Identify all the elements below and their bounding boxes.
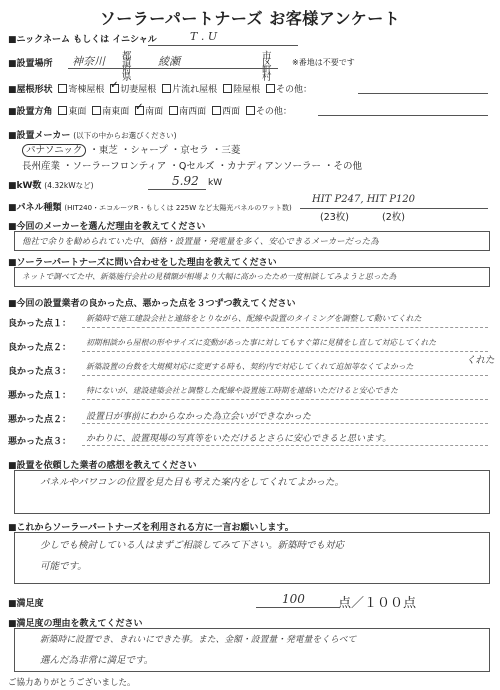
direction-row: [8, 104, 292, 117]
dir-opt-4-label: 西面: [221, 107, 240, 117]
good-line-1: [82, 327, 488, 328]
roof-opt-2-label: 片流れ屋根: [172, 85, 218, 95]
satisfaction-reason-heading: ■満足度の理由を教えてください: [8, 619, 143, 629]
roof-row: [8, 82, 312, 95]
roof-opt-3-checkbox[interactable]: [223, 84, 232, 93]
good-label-3: 良かった点３：: [8, 367, 72, 377]
bad-label-2: 悪かった点２：: [8, 415, 72, 425]
satisfaction-heading: ■満足度: [8, 599, 44, 609]
direction-label: ■設置方角: [8, 107, 53, 117]
maker-option-canadian[interactable]: ・カナディアンソーラー: [217, 161, 321, 172]
good-answer-3: 新築設置の台数を大規模対応に変更する時も、契約内で対応してくれて追加等なくてよかった: [86, 362, 414, 371]
kw-unit: kW: [208, 178, 223, 188]
location-pref-value: 神奈川: [72, 55, 105, 68]
roof-opt-0-label: 寄棟屋根: [68, 85, 105, 95]
good-answer-3-tail: くれた: [466, 355, 495, 366]
roof-opt-0-checkbox[interactable]: [58, 84, 67, 93]
page-title: ソーラーパートナーズ お客様アンケート: [99, 9, 401, 28]
roof-opt-4-label: その他：: [275, 85, 312, 95]
maker-reason-heading: ■今回のメーカーを選んだ理由を教えてください: [8, 222, 206, 232]
direction-other-line: [318, 115, 488, 116]
nickname-label: ■ニックネーム もしくは イニシャル: [8, 35, 157, 45]
kw-row: [8, 178, 94, 191]
maker-option-solar-frontier[interactable]: ・ソーラーフロンティア: [63, 161, 167, 172]
dir-opt-0-label: 東面: [68, 107, 87, 117]
satisfaction-score: 100: [282, 592, 305, 606]
maker-option-choshu[interactable]: 長州産業: [22, 161, 61, 172]
bad-label-1: 悪かった点１：: [8, 391, 72, 401]
nickname-underline: [148, 45, 298, 46]
kw-label: ■kW数: [8, 181, 42, 191]
dir-opt-0-checkbox[interactable]: [58, 106, 67, 115]
message-line-2: 可能です。: [40, 561, 87, 572]
maker-option-mitsubishi[interactable]: ・三菱: [211, 145, 241, 156]
message-heading: ■これからソーラーパートナーズを利用される方に一言お願いします。: [8, 523, 294, 533]
dir-opt-3-label: 南西面: [179, 107, 207, 117]
maker-option-panasonic[interactable]: パナソニック: [22, 144, 86, 157]
dir-opt-5-label: その他：: [255, 107, 292, 117]
maker-option-toshiba[interactable]: ・東芝: [89, 145, 118, 156]
location-city-value: 綾瀬: [158, 55, 180, 68]
roof-other-line: [358, 93, 488, 94]
roof-opt-1-label: 切妻屋根: [120, 85, 157, 95]
location-pref-unit: 都道府県: [122, 51, 132, 83]
good-label-2: 良かった点２：: [8, 343, 72, 353]
dir-opt-1-label: 南東面: [102, 107, 130, 117]
dir-opt-5-checkbox[interactable]: [246, 106, 255, 115]
good-answer-2: 初期相談から屋根の形やサイズに変動があった事に対してもすぐ第に見積をし直して対応してくれた: [86, 338, 437, 347]
satisfaction-suffix: 点／１００点: [338, 596, 417, 611]
impression-answer: パネルやパワコンの位置を見た目も考えた案内をしてくれてよかった。: [40, 477, 345, 488]
satisfaction-reason-line-1: 新築時に設置でき、きれいにできた事。また、金額・設置量・発電量をくらべて: [40, 635, 357, 645]
maker-reason-answer: 他社で余りを勧められていた中、価格・設置量・発電量を多く、安心できるメーカーだった為: [22, 237, 379, 247]
maker-option-qcells[interactable]: ・Qセルズ: [169, 161, 215, 172]
good-bad-heading: ■今回の設置業者の良かった点、悪かった点を３つずつ教えてください: [8, 299, 296, 309]
location-row: [8, 56, 53, 69]
kw-hint: (4.32kWなど): [44, 181, 94, 190]
message-line-1: 少しでも検討している人はまずご相談してみて下さい。新築時でも対応: [40, 540, 345, 551]
roof-opt-2-checkbox[interactable]: [162, 84, 171, 93]
maker-line-2: [22, 158, 362, 172]
good-line-3: [82, 375, 488, 376]
dir-opt-3-checkbox[interactable]: [169, 106, 178, 115]
dir-opt-2-label: 南面: [145, 107, 164, 117]
panel-sub-2: (2枚): [382, 212, 405, 223]
panel-value: HIT P247, HIT P120: [312, 194, 416, 205]
dir-opt-1-checkbox[interactable]: [92, 106, 101, 115]
good-label-1: 良かった点１：: [8, 319, 72, 329]
panel-hint: (HIT240・エコルーツR・もしくは 225W など太陽光パネルのワット数): [64, 204, 292, 212]
nickname-row: [8, 32, 157, 45]
bad-line-3: [82, 445, 488, 446]
maker-hint: (以下の中からお選びください): [73, 131, 177, 140]
bad-answer-3: かわりに、設置現場の写真等をいただけるとさらに安心できると思います。: [86, 434, 392, 444]
location-note: ※番地は不要です: [292, 58, 355, 67]
maker-option-kyocera[interactable]: ・京セラ: [170, 145, 209, 156]
location-underline: [68, 68, 278, 69]
roof-opt-3-label: 陸屋根: [233, 85, 261, 95]
contact-reason-answer: ネットで調べてた中、新築施行会社の見積額が相場より大幅に高かったため一度相談してみようと思った為: [22, 272, 397, 281]
bad-label-3: 悪かった点３：: [8, 437, 72, 447]
roof-opt-4-checkbox[interactable]: [266, 84, 275, 93]
maker-line-1: [22, 142, 240, 156]
bad-answer-1: 特にないが、建設建築会社と調整した配線や設置施工時期を連絡いただけると安心できた: [86, 386, 398, 395]
panel-sub-1: (23枚): [320, 212, 350, 223]
panel-row: [8, 200, 292, 213]
location-label: ■設置場所: [8, 59, 53, 69]
kw-underline: [148, 189, 206, 190]
satisfaction-underline: [256, 607, 340, 608]
maker-option-sharp[interactable]: ・シャープ: [120, 145, 168, 156]
dir-opt-2-checkbox[interactable]: [135, 106, 144, 115]
good-line-2: [82, 351, 488, 352]
good-answer-1: 新築時で施工建設会社と連絡をとりながら、配線や設置のタイミングを調整して動いてくれた: [86, 314, 422, 323]
satisfaction-reason-line-2: 選んだ為非常に満足です。: [40, 655, 154, 666]
nickname-value: T . U: [190, 30, 218, 43]
roof-opt-1-checkbox[interactable]: [110, 84, 119, 93]
impression-heading: ■設置を依頼した業者の感想を教えてください: [8, 461, 197, 471]
maker-row: [8, 128, 177, 141]
bad-answer-2: 設置日が事前にわからなかった為立会いができなかった: [86, 412, 312, 422]
maker-option-other[interactable]: ・その他: [323, 161, 362, 172]
footer-thanks: ご協力ありがとうございました。: [8, 678, 136, 688]
dir-opt-4-checkbox[interactable]: [212, 106, 221, 115]
roof-label: ■屋根形状: [8, 85, 53, 95]
bad-line-2: [82, 423, 488, 424]
bad-line-1: [82, 399, 488, 400]
maker-label: ■設置メーカー: [8, 131, 71, 141]
panel-label: ■パネル種類: [8, 203, 62, 213]
location-city-unit: 市区町村: [262, 51, 272, 83]
contact-reason-heading: ■ソーラーパートナーズに問い合わせをした理由を教えてください: [8, 258, 277, 268]
panel-underline: [300, 208, 488, 209]
kw-value: 5.92: [172, 174, 199, 188]
